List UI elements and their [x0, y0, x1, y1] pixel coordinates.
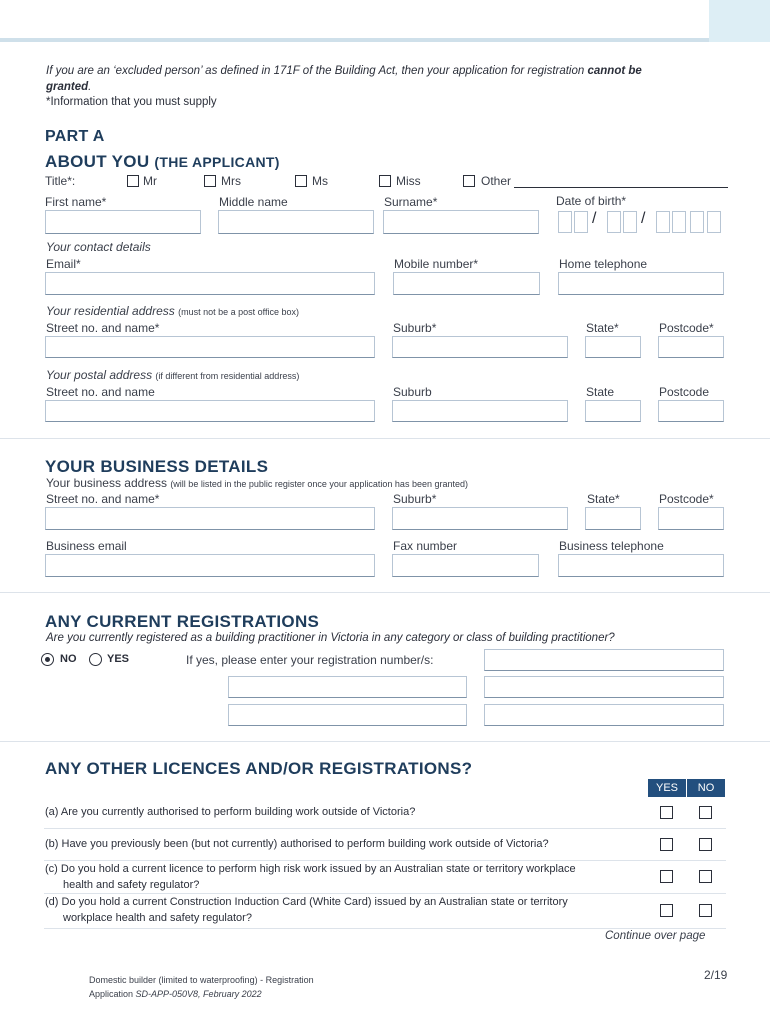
bus-postcode-label: Postcode* [659, 492, 714, 506]
yes-column-header: YES [648, 779, 686, 797]
question-b-yes-checkbox[interactable] [660, 838, 673, 851]
bus-street-input[interactable] [45, 507, 375, 530]
bus-street-label: Street no. and name* [46, 492, 160, 506]
top-corner-tab [709, 0, 770, 42]
bus-postcode-input[interactable] [658, 507, 724, 530]
postal-postcode-label: Postcode [659, 385, 710, 399]
mobile-label: Mobile number* [394, 257, 479, 271]
postal-street-input[interactable] [45, 400, 375, 422]
bus-suburb-input[interactable] [392, 507, 568, 530]
res-postcode-input[interactable] [658, 336, 724, 358]
licence-question-text: (a) Are you currently authorised to perform building work outside of Victoria? [45, 806, 416, 818]
dob-label: Date of birth* [556, 194, 627, 208]
top-accent-bar [0, 38, 770, 42]
licence-question-row [44, 797, 726, 829]
mobile-input[interactable] [393, 272, 540, 295]
registered-no-label: NO [60, 653, 77, 665]
postal-state-label: State [586, 385, 615, 399]
licences-heading: ANY OTHER LICENCES AND/OR REGISTRATIONS? [45, 759, 473, 778]
registered-yes-label: YES [107, 653, 130, 665]
licence-question-text: (b) Have you previously been (but not currently) authorised to perform building work outside of Victoria? [45, 838, 549, 850]
res-state-input[interactable] [585, 336, 641, 358]
licence-question-row [44, 894, 726, 929]
licence-question-text: (d) Do you hold a current Construction Induction Card (White Card) issued by an Australian state or territory [45, 896, 568, 908]
bus-state-label: State* [587, 492, 620, 506]
middle-name-input[interactable] [218, 210, 374, 234]
res-suburb-label: Suburb* [393, 321, 437, 335]
title-mrs-label: Mrs [221, 174, 241, 188]
registered-no-radio[interactable] [41, 653, 54, 666]
title-ms-checkbox[interactable] [295, 175, 307, 187]
registration-number-input-5[interactable] [484, 704, 724, 726]
res-suburb-input[interactable] [392, 336, 568, 358]
business-address-heading: Your business address (will be listed in the public register once your application has been granted) [46, 476, 468, 490]
question-d-yes-checkbox[interactable] [660, 904, 673, 917]
business-heading: YOUR BUSINESS DETAILS [45, 457, 269, 476]
bus-phone-label: Business telephone [559, 539, 664, 553]
title-miss-label: Miss [396, 174, 421, 188]
middle-name-label: Middle name [219, 195, 288, 209]
question-a-no-checkbox[interactable] [699, 806, 712, 819]
question-c-no-checkbox[interactable] [699, 870, 712, 883]
continue-note: Continue over page [605, 930, 706, 942]
title-other-checkbox[interactable] [463, 175, 475, 187]
question-a-yes-checkbox[interactable] [660, 806, 673, 819]
licence-question-row [44, 861, 726, 894]
fax-label: Fax number [393, 539, 458, 553]
registration-question: Are you currently registered as a building practitioner in Victoria in any category or class of building practitioner? [46, 632, 615, 644]
title-mrs-checkbox[interactable] [204, 175, 216, 187]
about-you-heading: ABOUT YOU (THE APPLICANT) [45, 152, 280, 171]
title-miss-checkbox[interactable] [379, 175, 391, 187]
registrations-heading: ANY CURRENT REGISTRATIONS [45, 612, 320, 631]
registered-yes-radio[interactable] [89, 653, 102, 666]
res-street-input[interactable] [45, 336, 375, 358]
licence-question-row [44, 829, 726, 861]
bus-phone-input[interactable] [558, 554, 724, 577]
title-mr-label: Mr [143, 174, 157, 188]
surname-label: Surname* [384, 195, 438, 209]
bus-state-input[interactable] [585, 507, 641, 530]
dob-separator: / [641, 210, 646, 227]
section-divider [0, 592, 770, 593]
fax-input[interactable] [392, 554, 539, 577]
bus-suburb-label: Suburb* [393, 492, 437, 506]
registration-number-input-1[interactable] [484, 649, 724, 671]
section-divider [0, 438, 770, 439]
home-phone-label: Home telephone [559, 257, 648, 271]
postal-address-heading: Your postal address (if different from residential address) [46, 368, 300, 382]
question-c-yes-checkbox[interactable] [660, 870, 673, 883]
postal-state-input[interactable] [585, 400, 641, 422]
email-input[interactable] [45, 272, 375, 295]
surname-input[interactable] [383, 210, 539, 234]
page-number: 2/19 [704, 968, 728, 982]
footer-doc-title: Domestic builder (limited to waterproofing) - Registration [89, 975, 314, 985]
bus-email-label: Business email [46, 539, 127, 553]
licence-question-text-cont: health and safety regulator? [63, 879, 200, 891]
title-label: Title*: [45, 174, 76, 188]
registration-number-input-4[interactable] [228, 704, 467, 726]
bus-email-input[interactable] [45, 554, 375, 577]
licence-question-text-cont: workplace health and safety regulator? [63, 912, 252, 924]
title-other-label: Other [481, 174, 512, 188]
title-ms-label: Ms [312, 174, 328, 188]
first-name-label: First name* [45, 195, 107, 209]
question-b-no-checkbox[interactable] [699, 838, 712, 851]
res-postcode-label: Postcode* [659, 321, 714, 335]
contact-details-heading: Your contact details [46, 240, 151, 254]
res-state-label: State* [586, 321, 619, 335]
first-name-input[interactable] [45, 210, 201, 234]
registration-number-input-2[interactable] [228, 676, 467, 698]
required-info-note: *Information that you must supply [46, 96, 217, 108]
dob-separator: / [592, 210, 597, 227]
footer-doc-code: Application SD-APP-050V8, February 2022 [89, 989, 262, 999]
home-phone-input[interactable] [558, 272, 724, 295]
residential-address-heading: Your residential address (must not be a post office box) [46, 304, 299, 318]
postal-suburb-label: Suburb [393, 385, 432, 399]
no-column-header: NO [687, 779, 725, 797]
section-divider [0, 741, 770, 742]
registration-number-input-3[interactable] [484, 676, 724, 698]
res-street-label: Street no. and name* [46, 321, 160, 335]
email-label: Email* [46, 257, 81, 271]
title-mr-checkbox[interactable] [127, 175, 139, 187]
part-label: PART A [45, 128, 105, 145]
postal-street-label: Street no. and name [46, 385, 155, 399]
registration-number-label: If yes, please enter your registration number/s: [186, 653, 434, 667]
postal-postcode-input[interactable] [658, 400, 724, 422]
postal-suburb-input[interactable] [392, 400, 568, 422]
licence-question-text: (c) Do you hold a current licence to perform high risk work issued by an Australian state or territory workplace [45, 863, 576, 875]
title-other-input[interactable] [514, 187, 728, 188]
question-d-no-checkbox[interactable] [699, 904, 712, 917]
excluded-person-notice: If you are an ‘excluded person’ as defined in 171F of the Building Act, then your application for registration cannot be granted. [46, 65, 642, 93]
